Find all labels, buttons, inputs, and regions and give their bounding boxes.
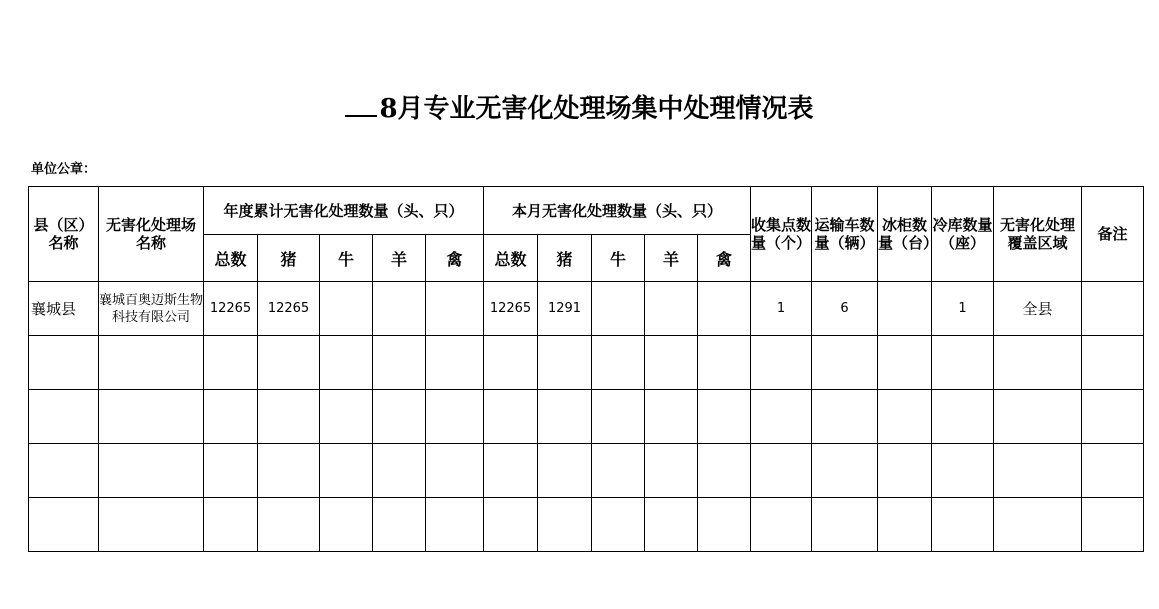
cell-annual-poultry bbox=[426, 282, 484, 336]
cell-annual-total: 12265 bbox=[204, 282, 258, 336]
cell-annual-pig: 12265 bbox=[258, 282, 320, 336]
cell-monthly-cattle bbox=[592, 282, 645, 336]
subheader-annual-cattle: 牛 bbox=[320, 235, 373, 282]
header-collection-points: 收集点数量（个） bbox=[751, 187, 812, 282]
subheader-annual-sheep: 羊 bbox=[373, 235, 426, 282]
table-row bbox=[29, 336, 1144, 390]
header-trucks: 运输车数量（辆） bbox=[812, 187, 878, 282]
subheader-monthly-sheep: 羊 bbox=[645, 235, 698, 282]
subheader-monthly-pig: 猪 bbox=[538, 235, 592, 282]
cell-annual-sheep bbox=[373, 282, 426, 336]
cell-monthly-pig: 1291 bbox=[538, 282, 592, 336]
statistics-table bbox=[28, 186, 1144, 552]
cell-trucks: 6 bbox=[812, 282, 878, 336]
title-text: 8月专业无害化处理场集中处理情况表 bbox=[379, 94, 814, 124]
header-monthly-group: 本月无害化处理数量（头、只） bbox=[484, 187, 751, 235]
header-plant-name: 无害化处理场名称 bbox=[99, 187, 204, 282]
table-row bbox=[29, 498, 1144, 552]
cell-county: 襄城县 bbox=[29, 282, 99, 336]
subheader-monthly-total: 总数 bbox=[484, 235, 538, 282]
table-row bbox=[29, 390, 1144, 444]
page-title bbox=[0, 88, 1159, 125]
subheader-annual-pig: 猪 bbox=[258, 235, 320, 282]
cell-freezers bbox=[878, 282, 932, 336]
header-coverage: 无害化处理覆盖区域 bbox=[994, 187, 1082, 282]
cell-plant-name: 襄城百奥迈斯生物科技有限公司 bbox=[99, 282, 204, 336]
cell-remarks bbox=[1082, 282, 1144, 336]
table-row bbox=[29, 282, 1144, 336]
unit-seal-label: 单位公章： bbox=[31, 162, 97, 177]
cell-collection-points: 1 bbox=[751, 282, 812, 336]
cell-monthly-total: 12265 bbox=[484, 282, 538, 336]
header-remarks: 备注 bbox=[1082, 187, 1144, 282]
cell-coverage: 全县 bbox=[994, 282, 1082, 336]
header-annual-group: 年度累计无害化处理数量（头、只） bbox=[204, 187, 484, 235]
subheader-monthly-poultry: 禽 bbox=[698, 235, 751, 282]
cell-monthly-sheep bbox=[645, 282, 698, 336]
subheader-annual-poultry: 禽 bbox=[426, 235, 484, 282]
subheader-monthly-cattle: 牛 bbox=[592, 235, 645, 282]
header-county: 县（区）名称 bbox=[29, 187, 99, 282]
table-row bbox=[29, 444, 1144, 498]
cell-annual-cattle bbox=[320, 282, 373, 336]
header-cold-storage: 冷库数量（座） bbox=[932, 187, 994, 282]
cell-monthly-poultry bbox=[698, 282, 751, 336]
subheader-annual-total: 总数 bbox=[204, 235, 258, 282]
title-blank-underline bbox=[345, 93, 377, 117]
header-freezers: 冰柜数量（台） bbox=[878, 187, 932, 282]
cell-cold-storage: 1 bbox=[932, 282, 994, 336]
